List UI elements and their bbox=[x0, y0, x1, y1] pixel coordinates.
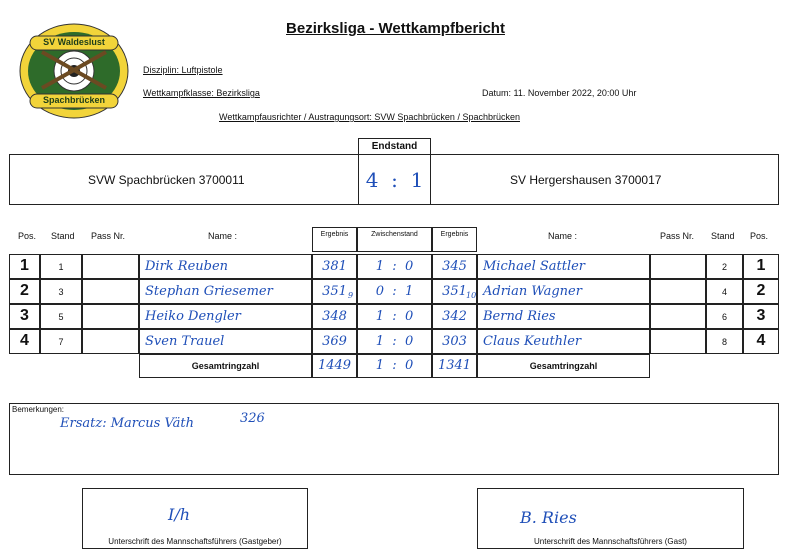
ergebnis-away-label: Ergebnis bbox=[440, 231, 469, 238]
away-name-value: Bernd Ries bbox=[483, 309, 556, 324]
away-stand-value: 6 bbox=[721, 312, 727, 322]
guest-signature-label: Unterschrift des Mannschaftsführers (Gast) bbox=[534, 537, 687, 546]
table-cell bbox=[82, 304, 139, 329]
away-team: SV Hergershausen 3700017 bbox=[510, 173, 662, 187]
col-pass: Pass Nr. bbox=[91, 231, 126, 241]
away-stand-value: 2 bbox=[721, 262, 727, 272]
host-signature: I/h bbox=[168, 505, 191, 524]
home-stand-value: 7 bbox=[58, 337, 64, 347]
zwischen-value: 1 : 0 bbox=[375, 309, 414, 324]
datum-label: Datum: 11. November 2022, 20:00 Uhr bbox=[482, 88, 637, 98]
away-pos-value: 1 bbox=[756, 257, 766, 274]
remarks-score: 326 bbox=[240, 411, 265, 426]
zwischen-value: 0 : 1 bbox=[375, 284, 414, 299]
guest-signature: B. Ries bbox=[520, 508, 577, 527]
zwischen-value: 1 : 0 bbox=[375, 259, 414, 274]
home-team: SVW Spachbrücken 3700011 bbox=[88, 173, 245, 187]
klasse-label: Wettkampfklasse: Bezirksliga bbox=[143, 88, 260, 98]
endstand-label: Endstand bbox=[371, 141, 418, 152]
away-stand-value: 4 bbox=[721, 287, 727, 297]
report-title: Bezirksliga - Wettkampfbericht bbox=[286, 20, 505, 37]
pos-value: 3 bbox=[20, 307, 29, 324]
away-pos-value: 2 bbox=[756, 282, 766, 299]
table-cell bbox=[82, 279, 139, 304]
remarks-text: Ersatz: Marcus Väth bbox=[60, 416, 194, 431]
home-stand-value: 1 bbox=[58, 262, 64, 272]
away-pos-value: 4 bbox=[756, 332, 766, 349]
remarks-box bbox=[9, 403, 779, 475]
host-signature-label: Unterschrift des Mannschaftsführers (Gastgeber) bbox=[108, 537, 282, 546]
away-result-value: 303 bbox=[442, 334, 467, 349]
home-result-value: 381 bbox=[322, 259, 347, 274]
away-result-value: 351 bbox=[442, 284, 467, 299]
col-pass-away: Pass Nr. bbox=[660, 231, 695, 241]
col-pos: Pos. bbox=[18, 231, 37, 241]
table-cell bbox=[650, 279, 706, 304]
home-name-value: Stephan Griesemer bbox=[145, 284, 273, 299]
logo-text-bottom: Spachbrücken bbox=[42, 95, 106, 105]
home-name-value: Sven Trauel bbox=[145, 334, 225, 349]
table-cell bbox=[650, 329, 706, 354]
home-stand-value: 5 bbox=[58, 312, 64, 322]
away-name-value: Claus Keuthler bbox=[483, 334, 582, 349]
total-home-label: Gesamtringzahl bbox=[191, 361, 260, 371]
home-total: 1449 bbox=[317, 358, 352, 373]
away-name-value: Adrian Wagner bbox=[483, 284, 582, 299]
ausrichter-label: Wettkampfausrichter / Austragungsort: SVW Spachbrücken / Spachbrücken bbox=[219, 112, 520, 122]
away-stand-value: 8 bbox=[721, 337, 727, 347]
table-cell bbox=[82, 254, 139, 279]
ergebnis-home-label: Ergebnis bbox=[320, 231, 349, 238]
home-result-value: 351 bbox=[322, 284, 347, 299]
pos-value: 4 bbox=[20, 332, 29, 349]
table-cell bbox=[650, 304, 706, 329]
pos-value: 2 bbox=[20, 282, 29, 299]
home-subscore: 9 bbox=[348, 291, 354, 300]
col-stand: Stand bbox=[51, 231, 75, 241]
home-name-value: Dirk Reuben bbox=[145, 259, 229, 274]
home-stand-value: 3 bbox=[58, 287, 64, 297]
home-result-value: 348 bbox=[322, 309, 347, 324]
col-name-away: Name : bbox=[548, 231, 578, 241]
total-away-label: Gesamtringzahl bbox=[529, 361, 598, 371]
remarks-label: Bemerkungen: bbox=[12, 405, 65, 414]
disziplin-label: Disziplin: Luftpistole bbox=[143, 65, 223, 75]
away-subscore: 10 bbox=[466, 291, 477, 300]
final-score: 4 : 1 bbox=[365, 168, 424, 192]
away-total: 1341 bbox=[437, 358, 472, 373]
table-cell bbox=[650, 254, 706, 279]
col-name-home: Name : bbox=[208, 231, 238, 241]
table-cell bbox=[82, 329, 139, 354]
col-pos-away: Pos. bbox=[750, 231, 769, 241]
away-result-value: 345 bbox=[442, 259, 467, 274]
home-result-value: 369 bbox=[322, 334, 347, 349]
away-pos-value: 3 bbox=[756, 307, 766, 324]
pos-value: 1 bbox=[20, 257, 29, 274]
home-name-value: Heiko Dengler bbox=[145, 309, 241, 324]
away-result-value: 342 bbox=[442, 309, 467, 324]
away-name-value: Michael Sattler bbox=[483, 259, 586, 274]
col-stand-away: Stand bbox=[711, 231, 735, 241]
logo-text-top: SV Waldeslust bbox=[43, 37, 105, 47]
zwischenstand-label: Zwischenstand bbox=[371, 231, 418, 238]
zwischen-value: 1 : 0 bbox=[375, 334, 414, 349]
total-zwischen: 1 : 0 bbox=[375, 358, 414, 373]
